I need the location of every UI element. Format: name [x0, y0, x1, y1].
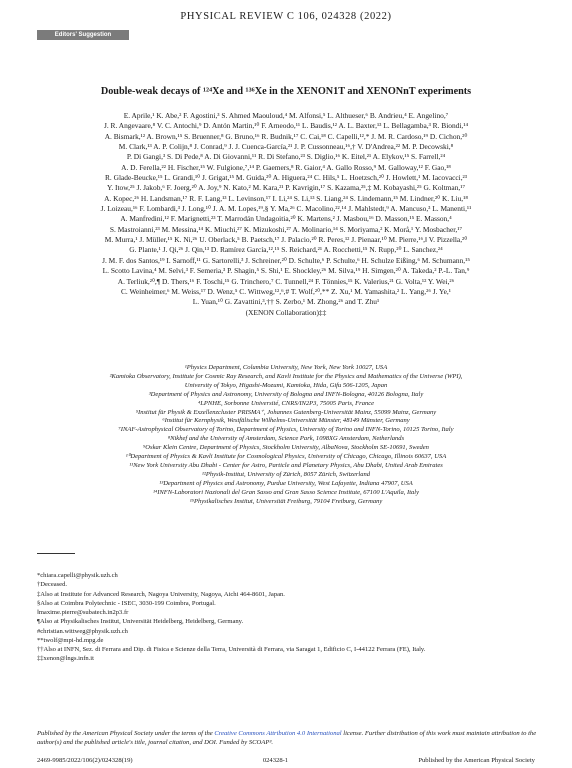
- footnote-item[interactable]: **twolf@mpi-hd.mpg.de: [37, 636, 104, 644]
- affiliation-item: ⁸Nikhef and the University of Amsterdam, Science Park, 1098XG Amsterdam, Netherlands: [167, 435, 405, 443]
- license-text-after: license. Further distribution of this work must maintain attribution to the author(s) and the published article's title, journal citation, and DOI. Funded by SCOAP³.: [37, 730, 537, 747]
- license-text-before: Published by the American Physical Society under the terms of the: [37, 730, 215, 737]
- editors-suggestion-badge[interactable]: Editors' Suggestion: [37, 30, 129, 40]
- collaboration-name: (XENON Collaboration)‡‡: [245, 307, 327, 317]
- footnote-item: ††Also at INFN, Sez. di Ferrara and Dip. di Fisica e Scienze della Terra, Università di Ferrara, via Saragat 1, Edificio C, I-44122 Ferrara (FE), Italy.: [37, 646, 426, 653]
- affiliation-item: ⁹Oskar Klein Centre, Department of Physics, Stockholm University, AlbaNova, Stockholm SE-10691, Sweden: [143, 444, 429, 452]
- author-line[interactable]: L. Scotto Lavina,⁴ M. Selvi,³ F. Semeria,³ P. Shagin,⁵ S. Shi,¹ E. Shockley,²⁶ M. Silva,¹⁹ H. Simgen,²⁰ A. Takeda,² P.-L. Tan,⁹: [102, 266, 470, 276]
- author-line[interactable]: J. M. F. dos Santos,¹⁹ I. Sarnoff,¹¹ G. Sartorelli,³ J. Schreiner,²⁰ D. Schulte,⁶ P. Schulte,⁶ H. Schulze Eißing,⁶ M. Schumann,¹⁵: [102, 255, 470, 265]
- affiliation-item: ⁶Institut für Kernphysik, Westfälische Wilhelms-Universität Münster, 48149 Münster, Germany: [162, 417, 410, 425]
- footnote-item[interactable]: #christian.wittweg@physik.uzh.ch: [37, 627, 128, 635]
- author-line[interactable]: S. Mastroianni,²³ M. Messina,¹⁴ K. Miuchi,²⁷ K. Mizukoshi,²⁷ A. Molinario,¹⁴ S. Moriyama,² K. Morå,¹ Y. Mosbacher,¹⁷: [109, 224, 463, 234]
- author-list: [34, 111, 538, 318]
- author-line[interactable]: A. Manfredini,¹² F. Marignetti,²³ T. Marrodán Undagoitia,²⁰ K. Martens,² J. Masbou,¹⁶ D. Masson,¹⁵ E. Masson,⁴: [120, 214, 452, 224]
- author-line[interactable]: C. Weinheimer,⁶ M. Weiss,¹⁷ D. Wenz,⁵ C. Wittweg,¹²,⁶,# T. Wolf,²⁰,** Z. Xu,¹ M. Yamashita,² L. Yang,²⁶ J. Ye,¹: [121, 286, 451, 296]
- author-line[interactable]: Y. Itow,²⁵ J. Jakob,⁶ F. Joerg,²⁰ A. Joy,⁹ N. Kato,² M. Kara,²¹ P. Kavrigin,¹⁷ S. Kazama,²⁵,‡ M. Kobayashi,²⁵ G. Koltman,¹⁷: [106, 183, 466, 193]
- author-line[interactable]: J. R. Angevaare,⁸ V. C. Antochi,⁹ D. Antón Martin,¹⁰ F. Arneodo,¹¹ L. Baudis,¹² A. L. Baxter,¹³ L. Bellagamba,³ R. Biondi,¹⁴: [103, 121, 469, 131]
- footer-page-number: 024328-1: [262, 757, 289, 764]
- author-line[interactable]: G. Plante,¹ J. Qi,²⁶ J. Qin,¹³ D. Ramírez García,¹²,¹⁵ S. Reichard,²¹ A. Rocchetti,¹⁵ N. Rupp,²⁰ L. Sanchez,²⁴: [129, 245, 443, 255]
- author-line[interactable]: J. Loizeau,¹⁶ F. Lombardi,³ J. Long,¹⁰ J. A. M. Lopes,¹⁹,§ Y. Ma,²⁶ C. Macolino,²²,¹⁴ J. Mahlstedt,⁹ A. Mancuso,³ L. Manenti,¹¹: [100, 204, 472, 214]
- footnote-list: [37, 571, 537, 664]
- footnote-item: †Deceased.: [37, 581, 67, 589]
- footnote-item: ¶Also at Physikalisches Institut, Universität Heidelberg, Heidelberg, Germany.: [37, 618, 244, 626]
- author-line[interactable]: M. Clark,¹³ A. P. Colijn,⁸ J. Conrad,⁹ J. J. Cuenca-García,²¹ J. P. Cussonneau,¹⁶,† V. D'Andrea,²² M. P. Decowski,⁸: [118, 142, 454, 152]
- affiliation-item: ¹¹New York University Abu Dhabi - Center for Astro, Particle and Planetary Physics, Abu Dhabi, United Arab Emirates: [129, 461, 443, 469]
- footnote-item[interactable]: ‡‡xenon@lngs.infn.it: [37, 655, 94, 663]
- author-line[interactable]: A. Bismark,¹² A. Brown,¹⁵ S. Bruenner,⁸ G. Bruno,¹⁶ R. Budnik,¹⁷ C. Cai,¹⁸ C. Capelli,¹²,* J. M. R. Cardoso,¹⁹ D. Cichon,²⁰: [104, 131, 468, 141]
- footnote-item: ‡Also at Institute for Advanced Research, Nagoya University, Nagoya, Aichi 464-8601, Japan.: [37, 590, 285, 598]
- license-statement: [37, 729, 537, 747]
- affiliation-item: ⁵Institut für Physik & Exzellenzcluster PRISMA⁺, Johannes Gutenberg-Universität Mainz, 55099 Mainz, Germany: [135, 408, 437, 416]
- footnote-divider: [37, 553, 75, 554]
- affiliation-item: ¹³Department of Physics and Astronomy, Purdue University, West Lafayette, Indiana 47907, USA: [159, 479, 413, 487]
- author-line[interactable]: M. Murra,¹ J. Müller,¹⁵ K. Ni,²⁶ U. Oberlack,⁵ B. Paetsch,¹⁷ J. Palacio,²⁰ R. Peres,¹² J. Pienaar,¹⁰ M. Pierre,¹⁶,‖ V. Pizzella,²⁰: [104, 235, 468, 245]
- affiliation-item: ¹²Physik-Institut, University of Zürich, 8057 Zürich, Switzerland: [201, 470, 371, 478]
- footnote-item[interactable]: *chiara.capelli@physik.uzh.ch: [37, 572, 118, 579]
- footnote-item: §Also at Coimbra Polytechnic - ISEC, 3030-199 Coimbra, Portugal.: [37, 599, 216, 607]
- license-link[interactable]: Creative Commons Attribution 4.0 International: [214, 730, 342, 737]
- author-line[interactable]: P. Di Gangi,³ S. Di Pede,⁸ A. Di Giovanni,¹¹ R. Di Stefano,²³ S. Diglio,¹⁶ K. Eitel,²¹ A. Elykov,¹⁵ S. Farrell,²⁴: [126, 152, 446, 162]
- author-line[interactable]: R. Glade-Beucke,¹⁵ L. Grandi,¹⁰ J. Grigat,¹⁵ M. Guida,²⁰ A. Higuera,²⁴ C. Hils,⁵ L. Hoetzsch,²⁰ J. Howlett,¹ M. Iacovacci,²³: [105, 173, 467, 183]
- affiliation-item: ¹⁰Department of Physics & Kavli Institute for Cosmological Physics, University of Chicago, Chicago, Illinois 60637, USA: [125, 453, 447, 461]
- author-line[interactable]: E. Aprile,¹ K. Abe,² F. Agostini,³ S. Ahmed Maouloud,⁴ M. Alfonsi,⁵ L. Althueser,⁶ B. Andrieu,⁴ E. Angelino,⁷: [123, 111, 449, 120]
- affiliation-item: ¹⁵Physikalisches Institut, Universität Freiburg, 79104 Freiburg, Germany: [189, 497, 383, 505]
- affiliation-item: ²Kamioka Observatory, Institute for Cosmic Ray Research, and Kavli Institute for the Physics and Mathematics of the Universe (WPI),: [109, 372, 463, 380]
- footer-issn: 2469-9985/2022/106(2)/024328(19): [37, 757, 133, 764]
- affiliation-list: [34, 364, 538, 507]
- page-footer: [37, 757, 535, 764]
- author-line[interactable]: A. Terliuk,²⁰,¶ D. Thers,¹⁶ F. Toschi,¹⁵ G. Trinchero,⁷ C. Tunnell,²⁴ F. Tönnies,¹⁵ K. Valerius,²¹ G. Volta,¹² Y. Wei,²⁶: [117, 276, 455, 286]
- affiliation-item: ¹⁴INFN-Laboratori Nazionali del Gran Sasso and Gran Sasso Science Institute, 67100 L'Aquila, Italy: [152, 488, 420, 496]
- footer-publisher: Published by the American Physical Society: [418, 757, 535, 764]
- journal-header: PHYSICAL REVIEW C 106, 024328 (2022): [180, 11, 392, 22]
- affiliation-item: University of Tokyo, Higashi-Mozumi, Kamioka, Hida, Gifu 506-1205, Japan: [184, 381, 388, 389]
- author-line[interactable]: A. D. Ferella,²² H. Fischer,¹⁵ W. Fulgione,⁷,¹⁴ P. Gaemers,⁸ R. Gaior,⁴ A. Gallo Rosso,⁹ M. Galloway,¹² F. Gao,¹⁸: [121, 162, 451, 172]
- affiliation-item: ⁴LPNHE, Sorbonne Université, CNRS/IN2P3, 75005 Paris, France: [197, 399, 375, 407]
- affiliation-item: ³Department of Physics and Astronomy, University of Bologna and INFN-Bologna, 40126 Bologna, Italy: [148, 390, 424, 398]
- article-title: Double-weak decays of ¹²⁴Xe and ¹³⁶Xe in the XENON1T and XENONnT experiments: [100, 86, 472, 97]
- affiliation-item: ⁷INAF-Astrophysical Observatory of Torino, Department of Physics, University of Torino and INFN-Torino, 10125 Torino, Italy: [118, 426, 454, 434]
- affiliation-item: ¹Physics Department, Columbia University, New York, New York 10027, USA: [184, 364, 388, 371]
- footnote-item[interactable]: ‖maxime.pierre@subatech.in2p3.fr: [37, 609, 129, 616]
- author-line[interactable]: L. Yuan,¹⁰ G. Zavattini,³,†† S. Zerbo,¹ M. Zhong,²⁶ and T. Zhu¹: [192, 297, 380, 307]
- author-line[interactable]: A. Kopec,²⁶ H. Landsman,¹⁷ R. F. Lang,¹³ L. Levinson,¹⁷ I. Li,²⁴ S. Li,¹³ S. Liang,²⁴ S. Lindemann,¹⁵ M. Lindner,²⁰ K. Liu,¹⁸: [104, 193, 468, 203]
